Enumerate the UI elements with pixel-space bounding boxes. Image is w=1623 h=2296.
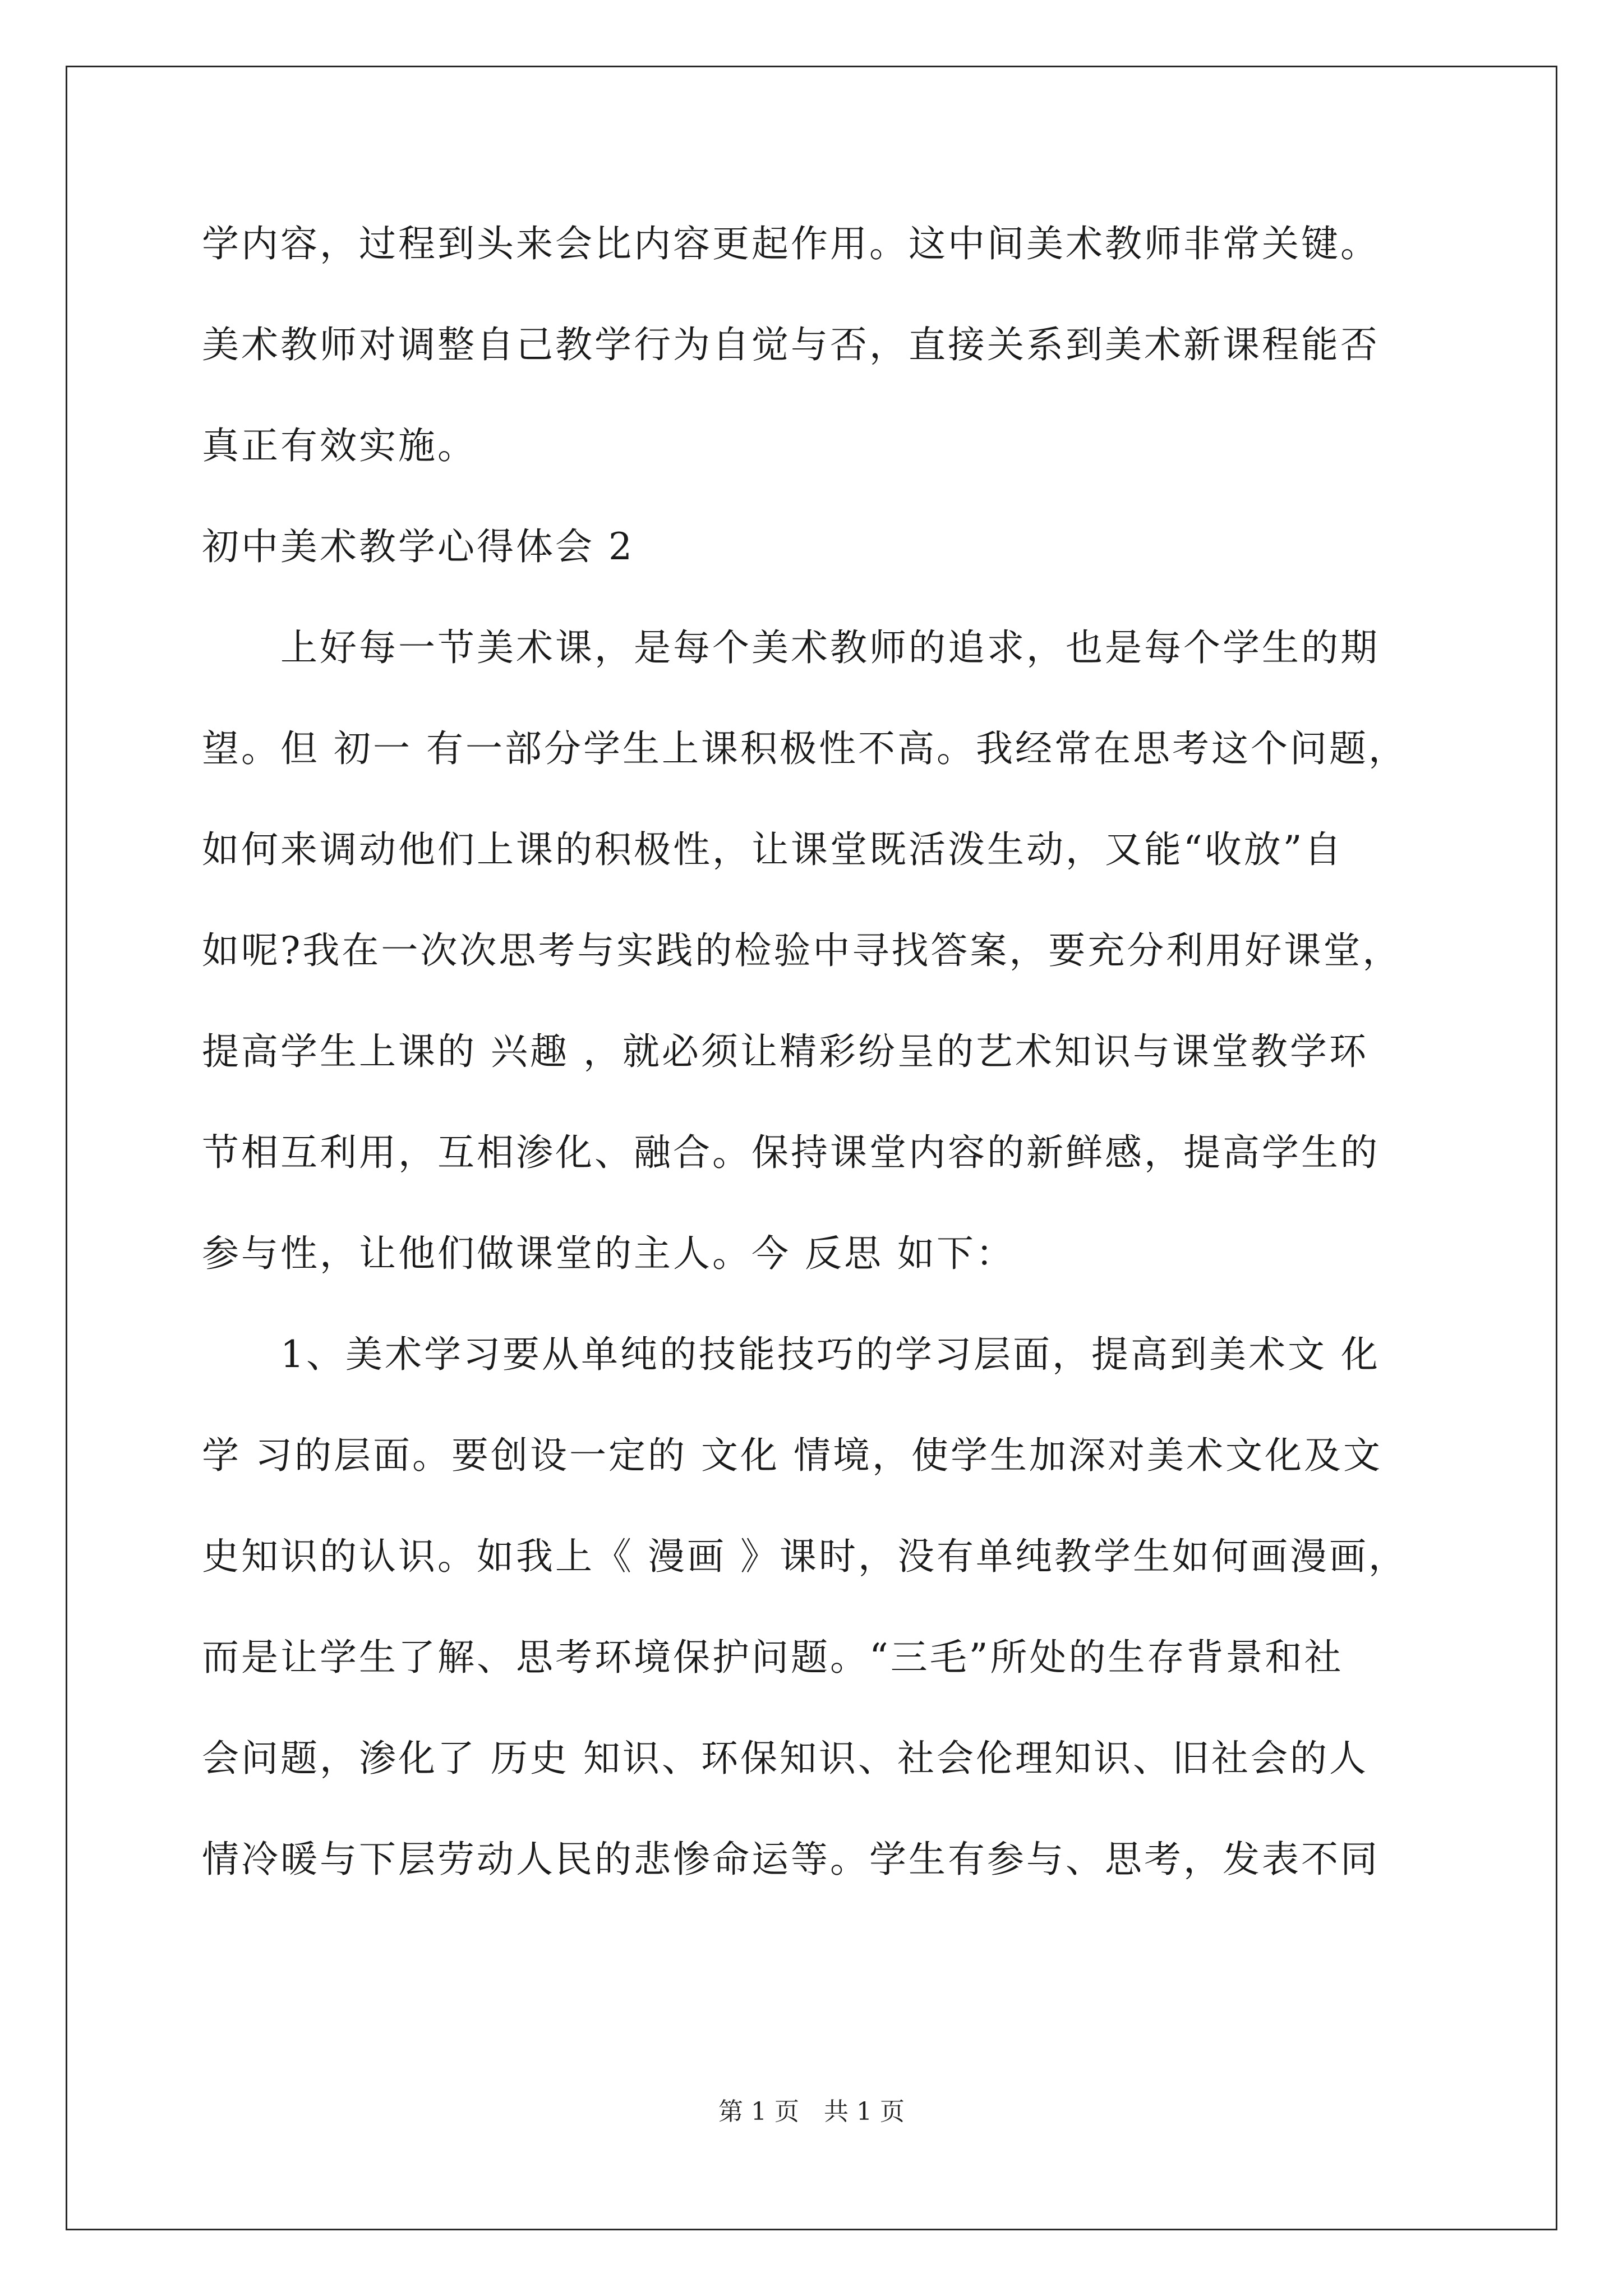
text-line: 节相互利用，互相渗化、融合。保持课堂内容的新鲜感，提高学生的 (202, 1131, 1380, 1174)
page-number-footer: 第 1 页 共 1 页 (718, 2097, 905, 2126)
text-line: 参与性，让他们做课堂的主人。今 反思 如下： (202, 1232, 1015, 1275)
text-line: 而是让学生了解、思考环境保护问题。“三毛”所处的生存背景和社 (202, 1636, 1344, 1679)
section-heading: 初中美术教学心得体会 2 (202, 525, 634, 568)
text-line: 美术教师对调整自己教学行为自觉与否，直接关系到美术新课程能否 (202, 323, 1380, 366)
text-line: 望。但 初一 有一部分学生上课积极性不高。我经常在思考这个问题， (202, 727, 1408, 770)
text-line: 会问题，渗化了 历史 知识、环保知识、社会伦理知识、旧社会的人 (202, 1737, 1368, 1780)
text-line: 情冷暖与下层劳动人民的悲惨命运等。学生有参与、思考，发表不同 (202, 1838, 1380, 1881)
text-line: 学内容，过程到头来会比内容更起作用。这中间美术教师非常关键。 (202, 222, 1380, 265)
text-line: 学 习的层面。要创设一定的 文化 情境，使学生加深对美术文化及文 (202, 1434, 1382, 1477)
text-line: 如何来调动他们上课的积极性，让课堂既活泼生动，又能“收放”自 (202, 828, 1344, 871)
text-line: 1、美术学习要从单纯的技能技巧的学习层面，提高到美术文 化 (202, 1333, 1380, 1376)
text-line: 真正有效实施。 (202, 424, 477, 467)
text-line: 如呢?我在一次次思考与实践的检验中寻找答案，要充分利用好课堂， (202, 929, 1402, 972)
text-line: 提高学生上课的 兴趣 ，就必须让精彩纷呈的艺术知识与课堂教学环 (202, 1030, 1368, 1073)
text-line: 上好每一节美术课，是每个美术教师的追求，也是每个学生的期 (202, 626, 1380, 669)
text-line: 史知识的认识。如我上《 漫画 》课时，没有单纯教学生如何画漫画， (202, 1535, 1408, 1578)
